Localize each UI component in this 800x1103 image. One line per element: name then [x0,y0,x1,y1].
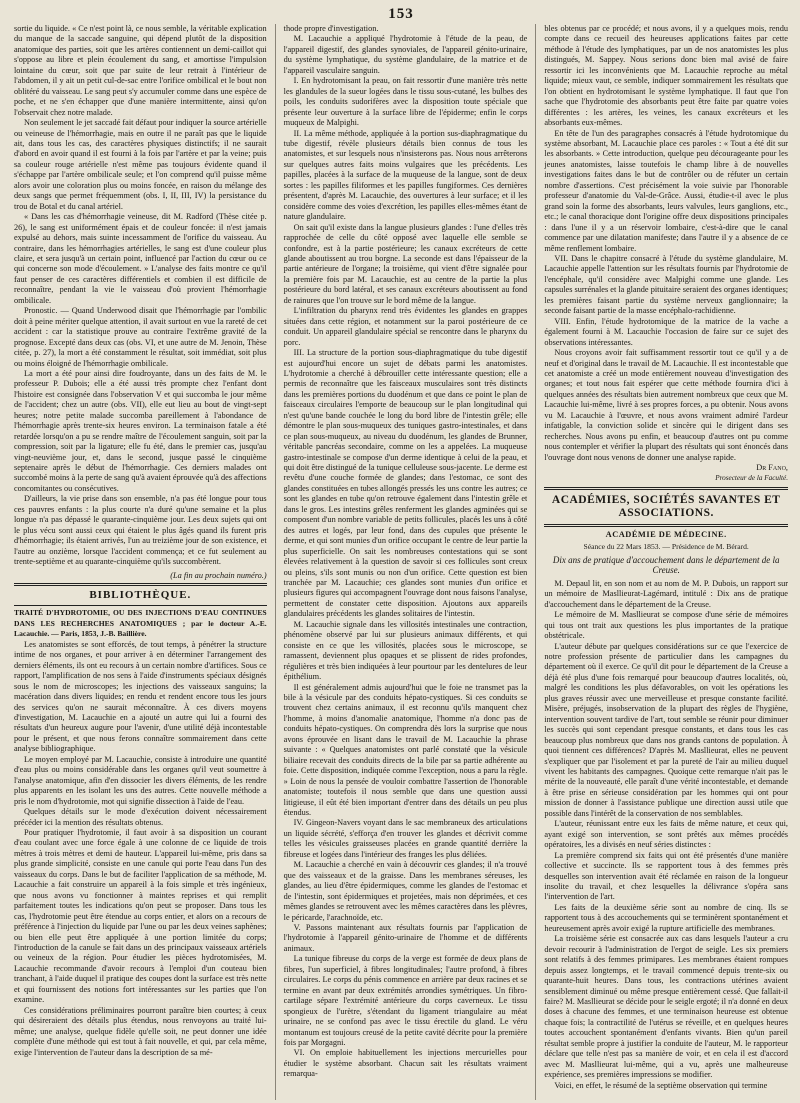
paragraph: Pour pratiquer l'hydrotomie, il faut avoir à sa disposition un courant d'eau coulant avec une force égale à une colonne de ce liquide de trois mètres à trois mètres et demi de hauteur. L'appareil lui-même, pris dans sa plus grande simplicité, consiste en une canule qui porte l'eau dans l'un des vaisseaux du corps. Dans le but de faciliter l'application de sa méthode, M. Lacauchie a fait construire un appareil à la fois simple et très ingénieux, que nous avons vu fonctionner à maintes reprises et qui remplit parfaitement toutes les indications qu'on peut se proposer. Dans tous les cas, l'hydrotomie peut être étendue au corps entier, et alors on a recours de préférence à l'injection du liquide par l'une ou par les deux veines saphènes; ou bien elle peut être appliquée à une portion limitée du corps; l'introduction de la canule se fait dans un des principaux vaisseaux artériels ou veineux de la région. Pour étudier les pièces hydrotomisées, M. Lacauchie recommande d'avoir recours à l'emploi d'un couteau bien tranchant, à l'aide duquel il pratique des coupes dont la surface est très nette et qui fournissent des notions fort intéressantes sur les parties que l'on examine. [14,827,267,1005]
paragraph: L'infiltration du pharynx rend très évidentes les glandes en grappes situées dans cette région, et notamment sur la paroi postérieure de ce conduit. Un appareil glandulaire spécial se rencontre dans le pharynx du porc. [283,306,528,347]
paragraph: V. Passons maintenant aux résultats fournis par l'application de l'hydrotomie à l'appareil génito-urinaire de l'homme et de différents animaux. [283,922,528,953]
paragraph: Voici, en effet, le résumé de la septième observation qui termine [554,1080,768,1090]
section-divider [14,583,267,586]
treatise-title: TRAITÉ D'HYDROTOMIE, OU DES INJECTIONS D'EAU CONTINUES DANS LES RECHERCHES ANATOMIQUES ; par le docteur A.-E. Lacauchie. — Paris, 1853, J.-B. Baillière. [14,608,267,639]
author-role: Prosecteur de la Faculté. [715,474,788,483]
paragraph: Le mémoire de M. Masllieurat se compose d'une série de mémoires qui tous ont trait aux questions les plus importantes de la pratique obstétricale. [544,610,788,641]
paragraph: VIII. Enfin, l'étude hydrotomique de la matrice de la vache a également fourni à M. Lacauchie l'occasion de faire sur ce sujet des observations intéressantes. [544,316,788,347]
paragraph: « Dans les cas d'hémorrhagie veineuse, dit M. Radford (Thèse citée p. 26), le sang est uniformément épais et de couleur foncée: il n'est jamais expulsé au dehors, mais suinte incessamment de l'orifice du vaisseau. Au contraire, dans les hémorrhagies artérielles, le sang est d'une couleur plus claire, et sera jusqu'à un certain point, influencé par l'action du cœur ou ce qui concerne son mode d'écoulement. » L'analyse des faits montre ce qu'il faut penser de ces caractères différentiels et combien il est difficile de reconnaître, pendant la vie le vaisseau d'où provient l'hémorrhagie ombilicale. [14,212,267,305]
paragraph: thode propre d'investigation. [283,24,379,33]
section-banner: ACADÉMIES, SOCIÉTÉS SAVANTES ET ASSOCIATIONS. [544,487,788,527]
paragraph: M. Depaul lit, en son nom et au nom de M. P. Dubois, un rapport sur un mémoire de Masllieurat-Lagémard, intitulé : Dix ans de pratique d'accouchement dans le département de la Creuse. [544,578,788,609]
paragraph: Quelques détails sur le mode d'exécution doivent nécessairement précéder ici la mention des résultats obtenus. [14,807,267,827]
paragraph: M. Lacauchie a cherché en vain à découvrir ces glandes; il n'a trouvé que des vaisseaux et de la graisse. Dans les membranes séreuses, les glandes, au lieu d'être épidermiques, comme les glandes de l'estomac et de l'intestin, sont épidermiques et projetées, mais non déprimées, et ces mêmes glandes se retrouvent avec les mêmes caractères dans les plèvres, le péricarde, l'arachnoïde, etc. [283,860,528,922]
session-line: Séance du 22 Mars 1853. — Présidence de M. Bérard. [583,542,749,552]
author-signature: Dr Fano, [756,463,788,473]
paragraph: Nous croyons avoir fait suffisamment ressortir tout ce qu'il y a de neuf et d'original dans le travail de M. Lacauchie. Il est incontestable que cet anatomiste a créé un mode entièrement nouveau d'investigation des organes; et tout nous fait espérer que cette méthode fournira d'ici à quelques années des résultats bien autrement nombreux que ceux que M. Lacauchie lui-même, livré à ses propres forces, a pu obtenir. Nous avons vu M. Lacauchie à l'œuvre, et nous avons vraiment admiré l'ardeur infatigable, la conviction solide et sincère qui le dirigent dans ses recherches. Nous avons pu enfin, et beaucoup d'autres ont pu comme nous contempler et vérifier la plupart des résultats qui sont énoncés dans l'ouvrage dont nous venons de donner une analyse rapide. [544,348,788,462]
paragraph: Les faits de la deuxième série sont au nombre de cinq. Ils se rapportent tous à des accouchements qui se terminèrent spontanément et heureusement après avoir exigé la rupture artificielle des membranes. [544,902,788,933]
column-2 [275,24,528,1100]
report-subtitle: Dix ans de pratique d'accouchement dans le département de la Creuse. [552,554,780,576]
paragraph: La tunique fibreuse du corps de la verge est formée de deux plans de fibres, l'un superficiel, à fibres longitudinales; l'autre profond, à fibres circulaires. Le corps du pénis commence en arrière par deux racines et se termine en avant par deux extrémités arrondies symétriques. Un fibro-cartilage sépare l'extrémité antérieure du corps caverneux. Le tissu spongieux de l'urètre, s'étendant du ligament triangulaire au méat urinaire, ne se confond pas avec le tissu érectile du gland. Le véru montanum est toujours creusé de la petite cavité décrite pour la première fois par Morgagni. [283,954,528,1047]
columns [14,24,788,1100]
paragraph: La troisième série est consacrée aux cas dans lesquels l'auteur a cru devoir recourir à l'administration de l'ergot de seigle. Les six premiers sont relatifs à des femmes primipares. Les membranes étaient rompues depuis assez longtemps, et le travail commencé depuis trente-six ou quarante-huit heures. Dans tous, les contractions utérines avaient sensiblement diminué ou même presque entièrement cessé. Que fallait-il faire? M. Masllieurat se décide pour le seigle ergoté; il n'a donné en deux doses à chacune des femmes, et une terminaison heureuse est obtenue chaque fois; la contractilité de l'utérus se réveille, et en quelques heures toutes accouchent spontanément d'enfants vivants. Bien qu'un pareil résultat semble propre à justifier la conduite de l'auteur, M. le rapporteur déclare que telle n'est pas sa manière de voir, et en cela il est d'accord avec M. Masllieurat lui-même, qui a vu, après une malheureuse expérience, ses premières impressions se modifier. [544,934,788,1080]
paragraph: Le moyen employé par M. Lacauchie, consiste à introduire une quantité d'eau plus ou moins considérable dans les organes qu'il veut soumettre à l'analyse anatomique, afin d'en dissocier les divers éléments, de les rendre plus apparents en les isolant les uns des autres. Cette nouvelle méthode a pris le nom d'hydrotomie, mot qui signifie dissection à l'aide de l'eau. [14,754,267,806]
paragraph: VI. On emploie habituellement les injections mercurielles pour étudier le système absorbant. Chacun sait les résultats vraiment remarqua- [283,1048,528,1079]
paragraph: M. Lacauchie signale dans les villosités intestinales une contraction, phénomène observé par lui sur plusieurs animaux différents, et qui consiste en ce que les villosités, placées sous le microscope, se ramassent, deviennent plus opaques et se plissent de rides profondes, régulières et très bien indiquées à leur pourtour par les dentelures de leur épithélium. [283,619,528,682]
paragraph: On sait qu'il existe dans la langue plusieurs glandes : l'une d'elles très rapprochée de celle du côté opposé avec laquelle elle semble se confondre, est à la partie postérieure; les canaux excréteurs de cette glande aboutissent au trou borgne. La seconde est dans l'épaisseur de la partie antérieure de l'organe; la troisième, qui vient d'être signalée pour la première fois par M. Lacauchie, est au centre de la partie la plus postérieure du bord latéral, et ses canaux excréteurs aboutissent au fond de rainures que l'on trouve sur le bord même de la langue. [283,222,528,305]
page-number: 153 [388,6,414,22]
paragraph: M. Lacauchie a appliqué l'hydrotomie à l'étude de la peau, de l'appareil digestif, des glandes synoviales, de l'appareil génito-urinaire, du système lymphatique, du système glandulaire, de la matrice et de l'appareil vasculaire sanguin. [283,34,528,75]
paragraph: bles obtenus par ce procédé; et nous avons, il y a quelques mois, rendu compte dans ce recueil des heureuses applications faites par cette méthode à l'étude des lymphatiques, par un de nos anatomistes les plus distingués, M. Sappey. Nous serions donc bien mal avisé de faire ressortir ici les inconvénients que M. Lacauchie reproche au métal liquide; mieux vaut, ce semble, indiquer sommairement les résultats que l'on obtient en hydrotomisant le système lymphatique. Il faut que l'on sache que l'hydrotomie des absorbants peut être faite par quatre voies différentes : les artères, les veines, les canaux excréteurs et les absorbants eux-mêmes. [544,24,788,128]
academy-name: ACADÉMIE DE MÉDECINE. [605,529,727,539]
rule [14,605,267,606]
paragraph: I. En hydrotomisant la peau, on fait ressortir d'une manière très nette les glandules de la sueur logées dans le tissu sous-cutané, les bulbes des poils, les conduits sudorifères avec la disposition toute spéciale que présente leur ouverture à la surface libre de l'épiderme; enfin le corps muqueux de Malpighi. [283,76,528,128]
column-1 [14,24,267,1100]
paragraph: La première comprend six faits qui ont été présentés d'une manière collective et succincte. Ils se rapportent tous à des femmes près desquelles son intervention avait été réclamée en raison de la longueur insolite du travail, et chez lesquelles la délivrance s'opéra sans l'intervention de l'art. [544,850,788,902]
paragraph: Il est généralement admis aujourd'hui que le foie ne transmet pas la bile à la vésicule par des conduits hépato-cystiques. Si ces conduits se trouvent chez certains animaux, il est reconnu qu'ils manquent chez l'homme, à moins d'anomalie anatomique, l'homme n'a donc pas de conduits hépato-cystiques. On comprendra dès lors la surprise que nous avons éprouvée en lisant dans le travail de M. Lacauchie la phrase suivante : « Quelques anatomistes ont parlé constaté que la vésicule biliaire recevait des conduits directs de la bile par sa partie adhérente au foie. Cette disposition, indiquée comme l'exception, nous a paru la règle. » Loin de nous la pensée de vouloir combattre l'assertion de l'honorable anatomiste; toutefois il nous semble que dans une question aussi litigieuse, il eût été bien important d'entrer dans des détails un peu plus étendus. [283,682,528,817]
section-title: BIBLIOTHÈQUE. [89,589,192,602]
column-3 [535,24,788,1100]
paragraph: IV. Gingeon-Navers voyant dans le sac membraneux des articulations un liquide sécrété, s'efforça d'en trouver les glandes et décrivit comme telles les vésicules graisseuses placées en grande quantité derrière la fibreuse et logées dans l'intérieur des franges les plus déliées. [283,818,528,859]
paragraph: III. La structure de la portion sous-diaphragmatique du tube digestif est aujourd'hui encore un sujet de débats parmi les anatomistes. L'hydrotomie a cherché à débrouiller cette intéressante question; elle a permis de reconnaître que les faisceaux musculaires sont très distincts dans les premières portions du duodénum et que dans ce point le plan de faisceaux circulaires l'emporte de beaucoup sur le plan longitudinal qui n'est qu'une bande couchée le long du bord libre de l'intestin grêle; elle démontre le plan sous-muqueux des tuniques gastro-intestinales, et dans ce plan sous-muqueux, au niveau du duodénum, les glandes de Brunner, véritable pancréas secondaire, comme on les a appelées. La muqueuse gastro-intestinale se compose d'un derme identique à celui de la peau, et qui doit être distingué de la tunique celluleuse sous-jacente. Le derme est revêtu d'une couche formée de glandes; dans l'estomac, ce sont des glandes constituées en tubes allongés pressés les uns contre les autres; ce sont les glandes en tube qu'on retrouve également dans l'intestin grêle et dans le gros. Les intestins grêles renferment les glandes agminées qui se composent d'un nombre variable de petits follicules, placés les uns à côté des autres et logés, par leur fond, dans des cupules que présente le derme, et qui sont munies d'un orifice occupant le centre de leur partie la plus superficielle. On sait les nombreuses contestations qui se sont élevées relativement à la question de savoir si ces follicules sont creux ou pleins, s'ils sont munis ou non d'un orifice. Cette question est bien tranchée par M. Lacauchie; ces glandes sont munies d'un orifice et plusieurs figures qui accompagnent l'ouvrage dont nous faisons l'analyse, permettent de constater cette disposition. Ajoutons aux appareils glandulaires précédents les glandes solitaires de l'intestin. [283,348,528,619]
paragraph: La mort a été pour ainsi dire foudroyante, dans un des faits de M. le professeur P. Dubois; elle a été aussi très prompte chez l'enfant dont l'histoire est consignée dans l'observation V et qui succomba le jour même de l'accident; chez un autre (obs. VII), elle eut lieu au bout de vingt-sept heures; notre petite malade succomba pareillement à l'abondance de l'hémorrhagie après trente-six heures environ. La terminaison fatale a été retardée lorsqu'on a pu se rendre maître de l'écoulement sanguin, soit par la compression, soit par la ligature; elle fu été, dans le premier cas, jusqu'au vingt-neuvième jour, et, dans le second, jusque passé le cinquième septenaire après le début de l'hémorrhagie. Ces derniers malades ont succombé moins à la perte de sang qu'à avaient éprouvée qu'à des affections concomitantes ou consécutives. [14,368,267,493]
paragraph: L'auteur débute par quelques considérations sur ce que l'exercice de notre profession présente de particulier dans les campagnes du département où il exerce. Ce qu'il dit pour le département de la Creuse a déjà été plus d'une fois remarqué pour beaucoup d'autres localités, où, malgré les conditions les plus défavorables, on voit les opérations les plus graves réussir avec une merveilleuse et presque constante facilité. Misère, préjugés, insobservation de la plupart des règles de l'hygiène, intervention souvent tardive de l'art, tout semble se réunir pour diminuer les succès qui sont cependant presque constants, et dans tous les cas beaucoup plus nombreux que dans nos grands cantons de population. À quoi tiennent ces différences? D'après M. Masllieurat, elles ne peuvent s'expliquer que par l'isolement et par la pureté de l'air au milieu duquel vivent les habitants des campagnes. Quoique cette remarque n'ait pas le mérite de la nouveauté, elle paraît d'une vérité incontestable, et demande à être prise en sérieuse considération par les hommes qui ont pour mission de donner à l'assistance publique une direction aussi utile que possible dans l'intérêt de la conservation de nos semblables. [544,641,788,818]
paragraph: sortie du liquide. « Ce n'est point là, ce nous semble, la véritable explication du manque de la saccade sanguine, qui dépend plutôt de la disposition anatomique des parties, soit que les artères contiennent un demi-caillot qui s'oppose au libre et plein écoulement du sang, et amortisse l'impulsion lointaine du cœur, soit que par suite de leur retrait à l'intérieur de l'abdomen, il y ait un petit cul-de-sac entre l'orifice ombilical et le bout non oblitéré du vaisseau. Le sang peut s'y accumuler comme dans une espèce de poche, et ne s'en échapper que d'une manière intermittente, ainsi qu'on l'observait chez notre malade. [14,24,267,117]
paragraph: II. La même méthode, appliquée à la portion sus-diaphragmatique du tube digestif, révèle plusieurs détails bien connus de tous les anatomistes, et sur lesquels nous n'insisterons pas. Nous nous arrêterons sur quelques autres faits moins vulgaires que les précédents. Les papilles, placées à la surface de la muqueuse de la langue, sont de deux sortes : les papilles filiformes et les papilles fungiformes. Ces dernières présentent, d'après M. Lacauchie, des ouvertures à leur surface; et il les considère comme des voies d'excrétion, les papilles elles-mêmes étant de nature glandulaire. [283,128,528,222]
paragraph: Non seulement le jet saccadé fait défaut pour indiquer la source artérielle ou veineuse de l'hémorrhagie, mais en outre il ne paraît pas que le liquide ait, dans tous les cas, des caractères physiques distinctifs; il ne saurait d'abord en avoir quand il est fourni à la fois par l'artère et par la veine; puis sa couleur rouge artérielle n'est même pas toujours évidente quand il s'échappe par l'artère ombilicale seule; et l'on comprend qu'il puisse même alors avoir une coloration plus ou moins foncée, en raison du mélange des deux sangs que permet fréquemment (obs. I, II, III, IV) la persistance du trou de Botal et du canal artériel. [14,118,267,211]
paragraph: Les anatomistes se sont efforcés, de tout temps, à pénétrer la structure intime de nos organes, et pour arriver à en déterminer l'arrangement des derniers éléments, ils ont eu recours à un certain nombre d'artifices. Sous ce rapport, l'amplification de nos sens à l'aide d'instruments spéciaux désignés sous le nom de microscopes; les injections des vaisseaux sanguins; la macération dans divers liquides; en rendu et rendent encore tous les jours des services qu'on ne saurait méconnaître. À ces divers moyens d'investigation, M. Lacauchie en a ajouté un autre qui lui a fourni des résultats d'un heureux augure pour l'avenir, d'une utilité déjà incontestable pour le présent, et que nous ferons connaître sommairement dans cette analyse bibliographique. [14,639,267,754]
paragraph: Ces considérations préliminaires pourront paraître bien courtes; à ceux qui désireraient des détails plus étendus, nous renvoyons au traité lui-même; une analyse, quelque fidèle qu'elle soit, ne peut donner une idée complète d'une méthode qui est tout à fait nouvelle, et qui, par cela même, exige l'intervention de l'auteur dans la description de sa mé- [14,1005,267,1057]
continuation-note: (La fin au prochain numéro.) [170,570,267,580]
paragraph: VII. Dans le chapitre consacré à l'étude du système glandulaire, M. Lacauchie appelle l'attention sur les résultats fournis par l'hydrotomie de l'encéphale, qu'il considère avec Malpighi comme une glande. Les capsules surrénales et la glande pituitaire seraient des organes identiques; les premières faisant partie du système nerveux ganglionnaire; la seconde faisant partie de la masse encéphalo-rachidienne. [544,253,788,316]
paragraph: En tête de l'un des paragraphes consacrés à l'étude hydrotomique du système absorbant, M. Lacauchie place ces paroles : « Tout a été dit sur les absorbants. » Cette introduction, quelque peu décourageante pour les jeunes anatomistes, laisse toutefois le champ libre à de nouvelles investigations faites dans le but de contrôler ou de réfuter un certain nombre d'assertions. C'est précisément la voie suivie par l'honorable professeur d'anatomie du Val-de-Grâce. Aussi, étudie-t-il avec le plus grand soin la forme des absorbants, leurs valvules, leurs ganglions, etc., etc.; le canal thoracique dont l'origine offre deux dispositions principales : dans l'une il y a un réservoir lombaire, c'est-à-dire que le canal commence par une dilatation manifeste; dans l'autre il y a absence de ce même renflement lombaire. [544,128,788,253]
paragraph: L'auteur, réunissant entre eux les faits de même nature, et ceux qui, ayant exigé son intervention, se sont prêtés aux mêmes procédés opératoires, les a divisés en neuf séries distinctes : [544,819,788,850]
paragraph: D'ailleurs, la vie prise dans son ensemble, n'a pas été longue pour tous ces pauvres enfants : la plus courte n'a duré qu'une semaine et la plus longue n'a pas dépassé le quarante-cinquième jour. Les deux sujets qui ont le plus vécu sont aussi ceux qui étaient le plus âgés quand ils furent pris d'hémorrhagie; ils étaient arrivés, l'un au treizième jour de son existence, et l'autre au onzième, lorsque l'accident commença; et ce fut seulement au trente-septième et au quarante-cinquième qu'ils succombèrent. [14,494,267,567]
paragraph: Pronostic. — Quand Underwood disait que l'hémorrhagie par l'ombilic doit à peine mériter quelque attention, il avait surtout en vue la rareté de cet accident : car la statistique prouve au contraire l'extrême gravité de la prognose. Excepté dans deux cas (obs. VI, et une autre de M. Jenoin, Thèse citée, p. 27), la mort a été constamment le résultat, soit immédiat, soit plus ou moins éloigné de l'hémorrhagie ombilicale. [14,306,267,368]
